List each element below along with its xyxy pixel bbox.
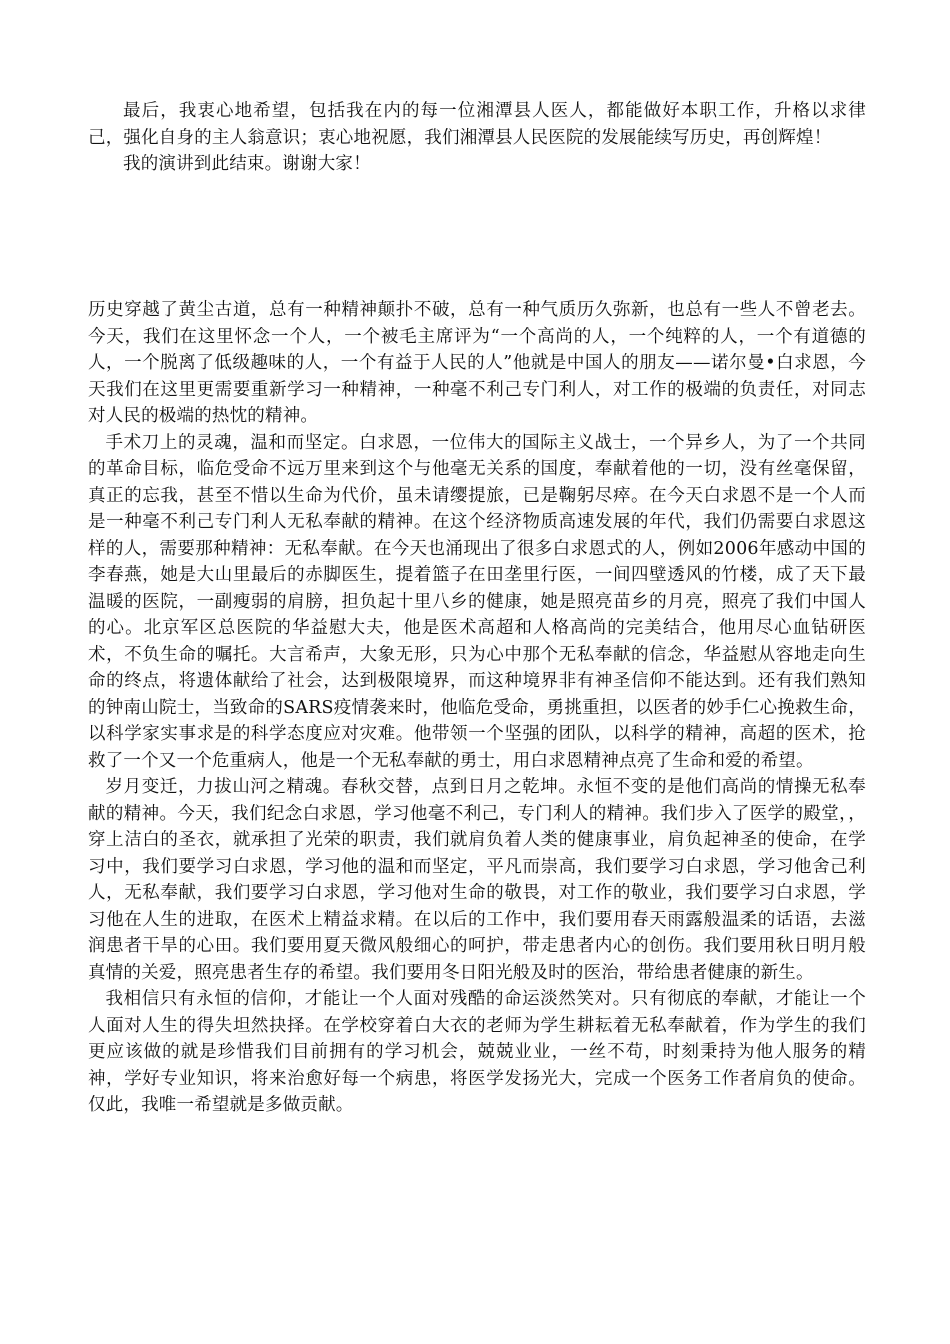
speech-section (88, 297, 866, 1119)
speech-paragraph-scalpel: 手术刀上的灵魂，温和而坚定。白求恩，一位伟大的国际主义战士，一个异乡人，为了一个共同的革命目标，临危受命不远万里来到这个与他毫无关系的国度，奉献着他的一切，没有丝毫保留，真正的忘我，甚至不惜以生命为代价，虽未请缨提旅，已是鞠躬尽瘁。在今天白求恩不是一个人而是一种毫不利己专门利人无私奉献的精神。在这个经济物质高速发展的年代，我们仍需要白求恩这样的人，需要那种精神：无私奉献。在今天也涌现出了很多白求恩式的人，例如2006年感动中国的李春燕，她是大山里最后的赤脚医生，提着篮子在田垄里行医，一间四壁透风的竹楼，成了天下最温暖的医院，一副瘦弱的肩膀，担负起十里八乡的健康，她是照亮苗乡的月亮，照亮了我们中国人的心。北京军区总医院的华益慰大夫，他是医术高超和人格高尚的完美结合，他用尽心血钻研医术，不负生命的嘱托。大言希声，大象无形，只为心中那个无私奉献的信念，华益慰从容地走向生命的终点，将遗体献给了社会，达到极限境界，而这种境界非有神圣信仰不能达到。还有我们熟知的钟南山院士，当致命的SARS疫情袭来时，他临危受命，勇挑重担，以医者的妙手仁心挽救生命，以科学家实事求是的科学态度应对灾难。他带领一个坚强的团队，以科学的精神，高超的医术，抢救了一个又一个危重病人，他是一个无私奉献的勇士，用白求恩精神点亮了生命和爱的希望。 (88, 432, 866, 771)
closing-paragraph: 最后，我衷心地希望，包括我在内的每一位湘潭县人医人，都能做好本职工作，升格以求律己，强化自身的主人翁意识；衷心地祝愿，我们湘潭县人民医院的发展能续写历史，再创辉煌！ (88, 101, 866, 148)
closing-section (88, 98, 866, 178)
speech-paragraph-intro: 历史穿越了黄尘古道，总有一种精神颠扑不破，总有一种气质历久弥新，也总有一些人不曾老去。今天，我们在这里怀念一个人，一个被毛主席评为“一个高尚的人，一个纯粹的人，一个有道德的人，一个脱离了低级趣味的人，一个有益于人民的人”他就是中国人的朋友——诺尔曼•白求恩，今天我们在这里更需要重新学习一种精神，一种毫不利己专门利人，对工作的极端的负责任，对同志对人民的极端的热忱的精神。 (88, 300, 866, 426)
speech-paragraph-years: 岁月变迁，力拔山河之精魂。春秋交替，点到日月之乾坤。永恒不变的是他们高尚的情操无私奉献的精神。今天，我们纪念白求恩，学习他毫不利己，专门利人的精神。我们步入了医学的殿堂，，穿上洁白的圣衣，就承担了光荣的职责，我们就肩负着人类的健康事业，肩负起神圣的使命，在学习中，我们要学习白求恩，学习他的温和而坚定，平凡而崇高，我们要学习白求恩，学习他舍己利人，无私奉献，我们要学习白求恩，学习他对生命的敬畏，对工作的敬业，我们要学习白求恩，学习他在人生的进取，在医术上精益求精。在以后的工作中，我们要用春天雨露般温柔的话语，去滋润患者干旱的心田。我们要用夏天微风般细心的呵护，带走患者内心的创伤。我们要用秋日明月般真情的关爱，照亮患者生存的希望。我们要用冬日阳光般及时的医治，带给患者健康的新生。 (88, 777, 866, 983)
closing-thanks-paragraph: 我的演讲到此结束。谢谢大家！ (123, 154, 371, 174)
speech-paragraph-belief: 我相信只有永恒的信仰，才能让一个人面对残酷的命运淡然笑对。只有彻底的奉献，才能让一个人面对人生的得失坦然抉择。在学校穿着白大衣的老师为学生耕耘着无私奉献着，作为学生的我们更应该做的就是珍惜我们目前拥有的学习机会，兢兢业业，一丝不苟，时刻秉持为他人服务的精神，学好专业知识，将来治愈好每一个病患，将医学发扬光大，完成一个医务工作者肩负的使命。仅此，我唯一希望就是多做贡献。 (88, 989, 866, 1115)
